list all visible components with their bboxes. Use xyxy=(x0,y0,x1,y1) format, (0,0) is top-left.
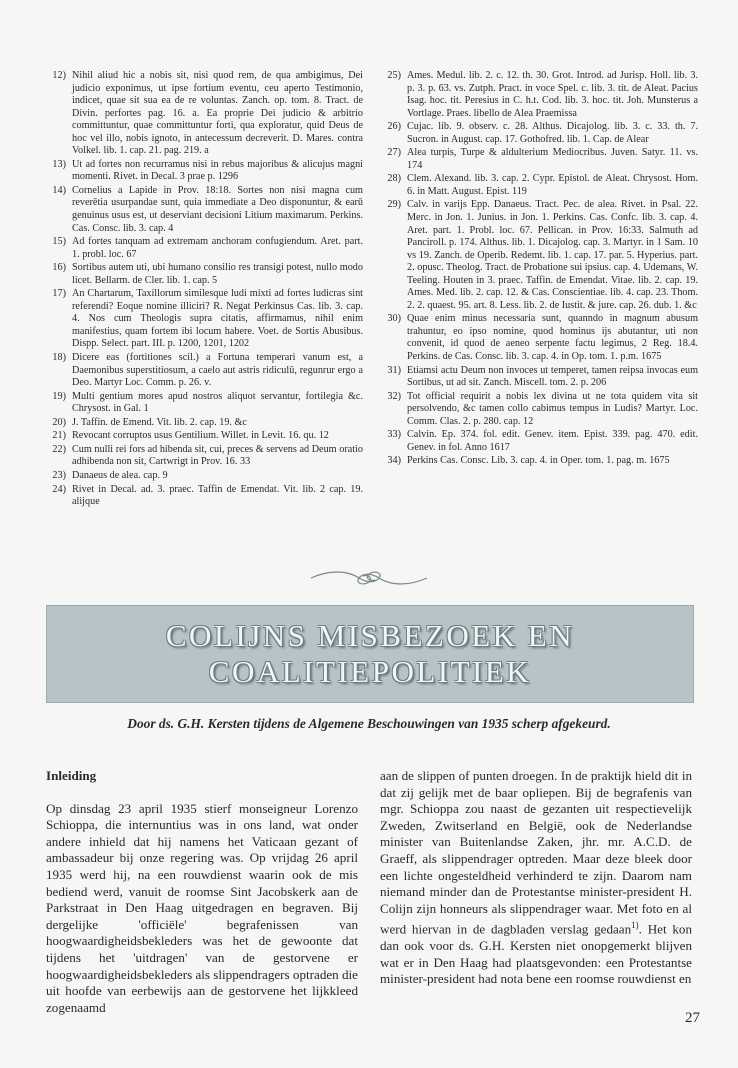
footnote-number: 31) xyxy=(387,364,401,376)
paragraph-right-a: aan de slippen of punten droegen. In de praktijk hield dit in dat zij gelijk met de baar opliepen. Bij de begrafenis van mgr. Schioppa zou naast de gezanten uit respectievelijk Zweden, Zwitserland en België, ook de Nederlandse minister van Buitenlandse Zaken, jhr. mr. A.C.D. de Graeff, als slippendrager optreden. Maar deze bleek door een lichte ongesteldheid verhinderd te zijn. Daarom nam niemand minder dan de Protestantse minister-president H. Colijn zijn honneurs als slippendrager waar. Met foto en al werd hiervan in de dagbladen verslag gedaan xyxy=(380,768,692,937)
title-banner xyxy=(46,605,694,703)
title-line-2: COALITIEPOLITIEK xyxy=(208,654,532,689)
footnote-item xyxy=(381,313,698,363)
footnote-item xyxy=(46,159,363,184)
footnote-item xyxy=(381,429,698,454)
footnote-text: Cornelius a Lapide in Prov. 18:18. Sortes non nisi magna cum reverētia usurpandae sunt, quia immediate a Deo disponuntur, & earū genuinus usus est, ut deserviant decisioni Litium maximarum. Perkins. Cas. Consc. lib. 3. cap. 4 xyxy=(72,184,363,234)
footnote-number: 16) xyxy=(52,262,66,274)
footnote-text: Cum nulli rei fors ad hibenda sit, cui, preces & servens ad Deum oratio adhibenda non sit, Cartwrigt in Prov. 16. 33 xyxy=(72,443,363,468)
footnote-item xyxy=(46,444,363,469)
footnote-text: Nihil aliud hic a nobis sit, nisi quod rem, de qua ambigimus, Dei judicio exponimus, ut ipse fortium eventu, ceu aperto Testimonio, indicet, quae sit sua ea de re voluntas. Zanch. op. tom. 8. Tract. de Divin. perfortes pag. 16. a. Ea proprie Dei judicio & arbitrio committuntur, quae committuntur forti, qua exploratur, quid Deus de hoc vel illo, nobis ignoto, in antecessum decreverit. D. Mares. contra Volkel. lib. 1. cap. 21. pag. 219. a xyxy=(72,70,363,157)
footnote-text: Ut ad fortes non recurramus nisi in rebus majoribus & alicujus magni momenti. Rivet. in Decal. 3 prae p. 1296 xyxy=(72,158,363,183)
footnotes-right-column xyxy=(381,70,698,510)
footnote-text: Multi gentium mores apud nostros aliquot servantur, fortilegia &c. Chrysost. in Gal. 1 xyxy=(72,390,363,415)
footnote-number: 34) xyxy=(387,455,401,467)
paragraph-left: Op dinsdag 23 april 1935 stierf monseigneur Lorenzo Schioppa, die internuntius was in ons land, wat onder andere inhield dat hij namens het Vaticaan gezant of ambassadeur bij onze regering was. Op vrijdag 26 april 1935 werd hij, na een rouwdienst waarin ook de mis bediend werd, vanuit de roomse Sint Jacobskerk aan de Parkstraat in Den Haag uitgedragen en begraven. Bij dergelijke 'officiële' begrafenissen van hoogwaardigheidsbekleders was het de gewoonte dat tijdens het 'uitdragen' van de gestorvene er hoogwaardigheidsbekleders als slippendragers optraden die uit hoofde van eerbewijs aan de gestorvene het lijkkleed zogenaamd xyxy=(46,800,358,1015)
footnote-text: Calv. in varijs Epp. Danaeus. Tract. Pec. de alea. Rivet. in Psal. 22. Merc. in Jon. 1. Junius. in Jon. 1. Perkins. Cas. Confc. lib. 3. cap. 4. Aret. part. 1. Probl. loc. 67. Pellican. in Prov. 16:33. Salmuth ad Panciroll. p. 174. Althus. lib. 1. Dicajolog. cap. 3. Martyr. in 1 Sam. 10 vs 19. Zanch. de Operib. Redemt. lib. 1. cap. 17. par. 5. Hyperius. part. 2. opusc. Theolog. Tract. de Probatione sui ipsius. cap. 4. Udemans, W. Teeling. Houten in 3. praec. Taffin. de Emendat. Vitae. lib. 2. cap. 19. Ames. Med. lib. 2. cap. 12. & Cas. Conscientiae. lib. 4. cap. 23. Thom. 2. 2. quaest. 95. art. 8. Less. lib. 2. de Iustit. & jure. cap. 26. dub. 1. &c xyxy=(407,199,698,311)
footnote-item xyxy=(46,391,363,416)
footnote-item xyxy=(381,147,698,172)
footnote-item xyxy=(46,430,363,443)
footnote-text: Quae enim minus necessaria sunt, quanndo in magnum abusum trahuntur, eo ipso nomine, quod hominus ijs abutantur, uti non convenit, id quod de aeneo serpente factu legimus, 2 Reg. 18.4. Perkins. de Cas. Consc. lib. 3. cap. 4. in Op. tom. 1. p.m. 1675 xyxy=(407,313,698,363)
footnote-text: Revocant corruptos usus Gentilium. Willet. in Levit. 16. qu. 12 xyxy=(72,430,329,442)
footnote-text: Calvin. Ep. 374. fol. edit. Genev. item. Epist. 339. pag. 470. edit. Genev. in fol. Anno 1617 xyxy=(407,429,698,453)
footnote-number: 33) xyxy=(387,429,401,441)
article-body xyxy=(46,768,692,1016)
footnote-item xyxy=(46,352,363,390)
footnote-number: 17) xyxy=(52,288,66,300)
footnote-item xyxy=(381,199,698,312)
article-subtitle: Door ds. G.H. Kersten tijdens de Algemene Beschouwingen van 1935 scherp afgekeurd. xyxy=(127,716,611,731)
footnote-number: 21) xyxy=(52,430,66,442)
footnote-item xyxy=(381,455,698,468)
footnote-number: 19) xyxy=(52,390,66,402)
page-number: 27 xyxy=(685,1010,700,1026)
footnote-text: Clem. Alexand. lib. 3. cap. 2. Cypr. Epistol. de Aleat. Chrysost. Hom. 6. in Matt. August. Epist. 119 xyxy=(407,173,698,197)
footnote-number: 23) xyxy=(52,469,66,481)
footnote-item xyxy=(46,484,363,509)
footnote-item xyxy=(381,70,698,120)
footnote-number: 22) xyxy=(52,443,66,455)
paragraph-right xyxy=(380,768,692,988)
title-line-1: COLIJNS MISBEZOEK EN xyxy=(165,618,575,653)
footnote-text: Ad fortes tanquam ad extremam anchoram confugiendum. Aret. part. 1. probl. loc. 67 xyxy=(72,236,363,260)
footnote-ref: 1) xyxy=(631,920,639,931)
footnote-item xyxy=(46,288,363,351)
footnote-number: 24) xyxy=(52,483,66,495)
footnote-text: Tot official requirit a nobis lex divina ut ne tota quidem vita sit persolvendo, &c tamen collo cabimus tempus in Ludis? Martyr. Loc. Comm. Clas. 2. p. 280. cap. 12 xyxy=(407,390,698,427)
footnote-text: Cujac. lib. 9. observ. c. 28. Althus. Dicajolog. lib. 3. c. 33. th. 7. Sucron. in August. cap. 17. Gothofred. lib. 1. Cap. de Alear xyxy=(407,121,698,145)
footnote-number: 30) xyxy=(387,313,401,325)
footnote-item xyxy=(46,262,363,287)
footnote-text: Ames. Medul. lib. 2. c. 12. th. 30. Grot. Introd. ad Jurisp. Holl. lib. 3. p. 3. p. 63. vs. Zutph. Pract. in voce Spel. c. lib. 3. tit. de Aleat. Pacius Isag. hoc. tit. Peresius in C. h.t. Cod. lib. 3. hoc. tit. Joh. Munsterus a Vortlage. Praes. libello de Alea Praemissa xyxy=(407,70,698,119)
footnotes-left-column xyxy=(46,70,363,510)
footnote-item xyxy=(46,70,363,158)
footnote-number: 18) xyxy=(52,352,66,364)
footnote-text: Alea turpis, Turpe & aldulterium Mediocribus. Juven. Satyr. 11. vs. 174 xyxy=(407,147,698,171)
footnote-item xyxy=(46,417,363,430)
footnote-text: J. Taffin. de Emend. Vit. lib. 2. cap. 19. &c xyxy=(72,416,247,428)
footnote-item xyxy=(381,173,698,198)
footnote-text: Etiamsi actu Deum non invoces ut temperet, tamen reipsa invocas eum Sortibus, ut ad sit. Zanch. Miscell. tom. 2. p. 206 xyxy=(407,364,698,389)
footnote-number: 25) xyxy=(387,70,401,81)
footnote-number: 26) xyxy=(387,121,401,133)
footnote-number: 14) xyxy=(52,184,66,196)
footnote-text: Perkins Cas. Consc. Lib. 3. cap. 4. in Oper. tom. 1. pag. m. 1675 xyxy=(407,455,670,467)
body-left-column xyxy=(46,768,358,1016)
paragraph-right-b: . Het kon dan ook voor ds. G.H. Kersten niet onopgemerkt blijven wat er in Den Haag had plaatsgevonden: een Protestantse minister-president had nota bene een roomse rouwdienst en xyxy=(380,921,692,987)
footnote-item xyxy=(46,236,363,261)
footnote-number: 28) xyxy=(387,173,401,185)
footnote-item xyxy=(46,470,363,483)
footnote-number: 12) xyxy=(52,70,66,81)
footnote-item xyxy=(381,121,698,146)
footnote-text: An Chartarum, Taxillorum similesque ludi mixti ad fortes ludicras sint referendi? Eoque nomine illiciri? R. Negat Perkinsus Cas. lib. 3. cap. 4. Nos cum Theologis supra citatis, affirmamus, nihil enim manifestius, quam fortem ibi locum habere. Voet. de Sortis Abusibus. Dispp. Select. part. III. p. 1200, 1201, 1202 xyxy=(72,288,363,350)
footnote-number: 27) xyxy=(387,147,401,159)
footnote-text: Danaeus de alea. cap. 9 xyxy=(72,469,168,481)
footnote-number: 15) xyxy=(52,236,66,248)
footnote-text: Sortibus autem uti, ubi humano consilio res transigi potest, nullo modo licet. Bellarm. de Cler. lib. 1. cap. 5 xyxy=(72,262,363,286)
footnote-item xyxy=(381,365,698,390)
footnote-text: Rivet in Decal. ad. 3. praec. Taffin de Emendat. Vit. lib. 2 cap. 19. alijque xyxy=(72,483,363,508)
ornament-divider-icon xyxy=(309,566,429,590)
footnotes xyxy=(46,70,698,510)
section-heading: Inleiding xyxy=(46,768,97,783)
footnote-number: 32) xyxy=(387,390,401,402)
body-right-column xyxy=(380,768,692,1016)
footnote-number: 20) xyxy=(52,416,66,428)
footnote-item xyxy=(381,391,698,429)
footnote-item xyxy=(46,185,363,235)
footnote-text: Dicere eas (fortitiones scil.) a Fortuna temperari vanum est, a Daemonibus superstitiosum, a caelo aut astris ridiculū, regunrur ergo a Deo. Martyr Loc. Comm. p. 26. v. xyxy=(72,352,363,389)
footnote-number: 29) xyxy=(387,199,401,211)
footnote-number: 13) xyxy=(52,158,66,170)
